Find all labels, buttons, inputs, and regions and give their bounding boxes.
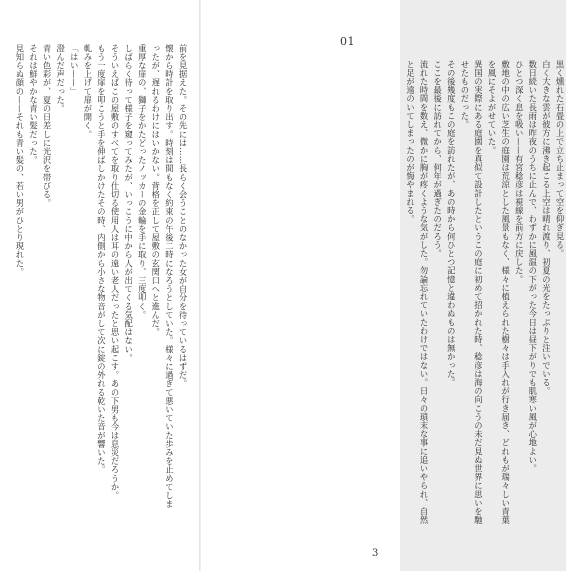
right-paragraph: 流れた時間を数え、微かに胸が疼くような気がした。勿論忘れていたわけではない。日々の瑣末な事に追いやられ、自然と足が遠のいてしまったのが悔やまれる。 xyxy=(405,60,430,525)
left-paragraph: 青い色彩が、夏の日差しに光沢を帯びる。 xyxy=(42,44,53,208)
chapter-number: 01 xyxy=(340,35,355,48)
left-paragraph: 澄んだ声だった。 xyxy=(55,44,66,113)
left-paragraph: もう一度扉を叩こうと手を伸ばしかけたその時、内側から小さな物音がして次に錠の外れる乾いた音が響いた。 xyxy=(96,44,107,474)
left-paragraph: そういえばこの屋敷のすべてを取り仕切る使用人は耳の遠い老人だったと思い起こす。あの下男も今は息災だろうか。 xyxy=(110,44,121,500)
left-paragraph: 重厚な扉の、獅子をかたどったノッカーの金輪を手に取り、三度叩く。 xyxy=(137,44,148,320)
right-paragraph: 白く大きな雲が彼方に沸き起こる上空は晴れ渡り、初夏の光をたっぷりと注いでいる。 xyxy=(541,60,552,396)
page-number: 3 xyxy=(372,548,379,559)
right-paragraph: ここを最後に訪れてから、何年が過ぎたのだろう。 xyxy=(432,60,443,258)
right-page xyxy=(200,0,565,571)
left-paragraph: 軋みを上げて扉が開く。 xyxy=(82,44,93,139)
right-paragraph: 黒く燻れた石畳の上で立ち止まって空を仰ぎ見る。 xyxy=(555,60,565,258)
left-page xyxy=(0,0,200,571)
left-paragraph: 「はい——」 xyxy=(69,44,80,96)
right-page-body xyxy=(406,60,566,525)
left-paragraph: 前を見据えた。その先には……長らく会うことのなかった女が自分を待っているはずだ。 xyxy=(178,44,188,388)
right-paragraph: その後幾度もこの庭を訪れたが、あの時から何ひとつ記憶と違わぬものは無かった。 xyxy=(446,60,457,387)
left-paragraph: 懐から時計を取り出す。時刻は間もなく約束の午後二時になろうとしていた。様々に過ぎて悪いていた歩みを止めてしまったが、遅れるわけにはいかない。背格を正して屋敷の玄関口へと進んだ。 xyxy=(150,44,175,509)
left-paragraph: それは鮮やかな青い髪だった。 xyxy=(28,44,39,165)
left-page-body xyxy=(15,44,189,514)
page-gutter xyxy=(199,0,201,571)
left-paragraph: 見知らぬ顔の——それも青い髪の、若い男がひとり現れた。 xyxy=(14,44,25,277)
left-paragraph: しばらく待って様子を窺ってみたが、いっこうに中から人が出てくる気配はない。 xyxy=(123,44,134,363)
right-paragraph: 異国の実際にある庭園を真似て設計したというこの庭に初めて招かれた時、稔彦は海の向こうの未だ見ぬ世界に思いを馳せたものだった。 xyxy=(459,60,484,525)
right-paragraph: ひとつ深く息を吸い——有宮稔彦は視線を前方に戻した。 xyxy=(514,60,525,284)
right-paragraph: 数日続いた長雨は昨夜のうちに止んで、わずかに風温の下がった今日は昼下がりでも肌寒い風が心地よい。 xyxy=(527,60,538,473)
right-paragraph: 敷地の中の広い芝生の庭園は荒涼とした風景もなく、様々に植えられた樹々は手入れが行き届き、どれもが瑞々しい青葉を風にそよがせていた。 xyxy=(487,60,511,525)
